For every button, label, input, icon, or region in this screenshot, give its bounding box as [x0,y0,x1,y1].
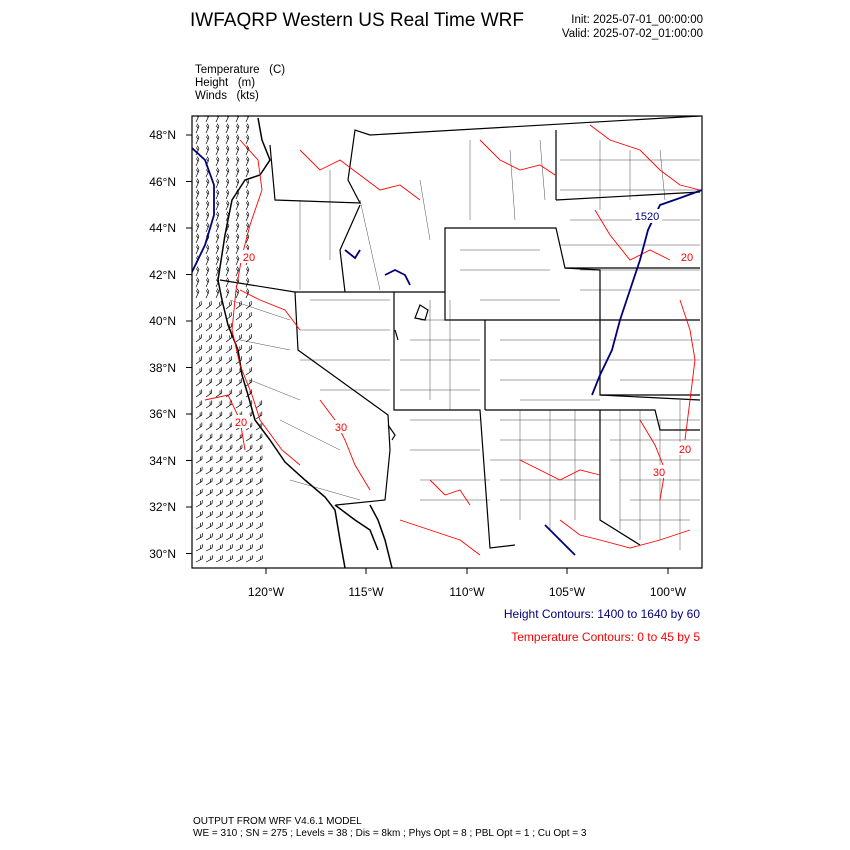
temperature-contour-label: 30 [652,467,666,479]
height-contour-label: 1520 [634,211,660,223]
lon-label: 110°W [449,585,485,599]
lat-label: 46°N [149,175,176,189]
lon-label: 120°W [247,585,285,599]
model-footer [193,816,586,840]
lat-label: 32°N [149,500,176,514]
temperature-contour-label: 20 [242,252,256,264]
lon-label: 115°W [348,585,384,599]
temperature-field-label: Temperature (C) [195,64,286,76]
height-contour-legend: Height Contours: 1400 to 1640 by 60 [503,607,700,621]
temperature-contour-label: 20 [680,252,694,264]
lon-label: 105°W [548,585,586,599]
height-field-label: Height (m) [195,77,256,89]
lat-label: 36°N [149,407,176,421]
lat-label: 34°N [149,454,176,468]
temperature-contour-label: 20 [678,444,692,456]
init-time: Init: 2025-07-01_00:00:00 [571,14,703,26]
lat-label: 38°N [149,361,176,375]
temperature-contour-label: 20 [234,417,248,429]
temperature-contour-label: 30 [334,422,348,434]
map-title: IWFAQRP Western US Real Time WRF [190,10,524,31]
lon-label: 100°W [649,585,687,599]
model-version: OUTPUT FROM WRF V4.6.1 MODEL [193,816,362,827]
temperature-contour-legend: Temperature Contours: 0 to 45 by 5 [511,630,700,644]
valid-time: Valid: 2025-07-02_01:00:00 [561,28,703,40]
lat-label: 42°N [149,268,176,282]
lat-label: 44°N [149,221,176,235]
lat-label: 30°N [149,547,176,561]
lat-label: 48°N [149,128,176,142]
plot-area [192,116,702,568]
lat-label: 40°N [149,314,176,328]
winds-field-label: Winds (kts) [195,90,259,102]
model-config: WE = 310 ; SN = 275 ; Levels = 38 ; Dis = 8km ; Phys Opt = 8 ; PBL Opt = 1 ; Cu Opt = 3 [193,828,587,839]
